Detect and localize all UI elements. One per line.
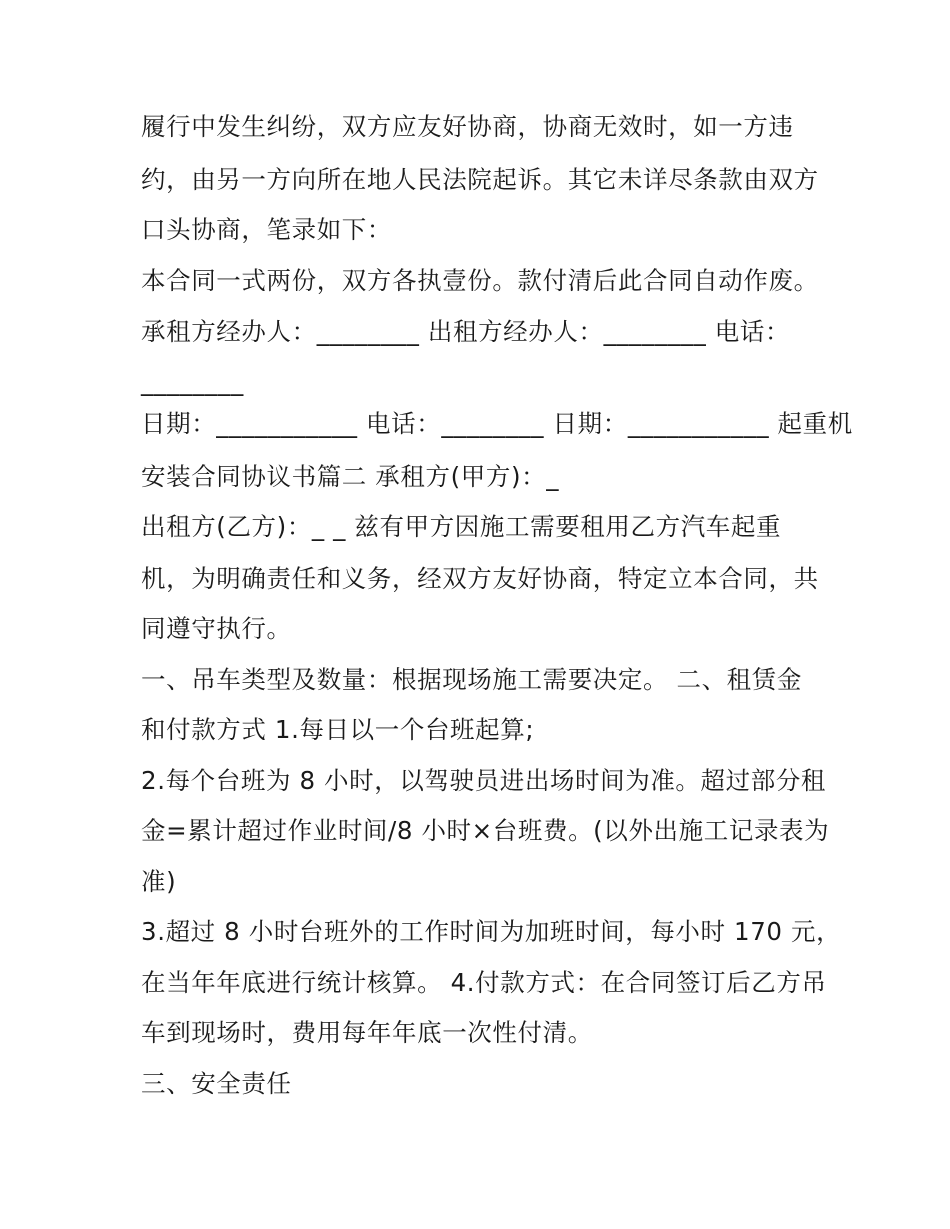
text-line: ________: [141, 367, 244, 396]
text-line: 日期：___________ 电话：________ 日期：___________ 起重机: [141, 409, 853, 438]
text-line: 安装合同协议书篇二 承租方(甲方)：_: [141, 462, 560, 491]
text-line: 本合同一式两份，双方各执壹份。款付清后此合同自动作废。: [141, 266, 819, 295]
text-line: 在当年年底进行统计核算。 4.付款方式：在合同签订后乙方吊: [141, 968, 827, 997]
text-line: 金=累计超过作业时间/8 小时×台班费。(以外出施工记录表为: [141, 816, 830, 845]
text-line: 口头协商，笔录如下：: [141, 215, 392, 244]
section-heading: 三、安全责任: [141, 1069, 292, 1098]
text-line: 2.每个台班为 8 小时，以驾驶员进出场时间为准。超过部分租: [141, 766, 827, 795]
text-line: 3.超过 8 小时台班外的工作时间为加班时间，每小时 170 元，: [141, 917, 842, 946]
text-line: 同遵守执行。: [141, 614, 292, 643]
text-line: 出租方(乙方)：_ _ 兹有甲方因施工需要租用乙方汽车起重: [141, 512, 782, 541]
text-line: 机，为明确责任和义务，经双方友好协商，特定立本合同，共: [141, 564, 819, 593]
text-line: 准): [141, 867, 177, 896]
text-line: 车到现场时，费用每年年底一次性付清。: [141, 1018, 593, 1047]
text-line: 承租方经办人：________ 出租方经办人：________ 电话：: [141, 317, 791, 346]
text-line: 一、吊车类型及数量：根据现场施工需要决定。 二、租赁金: [141, 665, 802, 694]
text-line: 约，由另一方向所在地人民法院起诉。其它未详尽条款由双方: [141, 165, 819, 194]
text-line: 和付款方式 1.每日以一个台班起算;: [141, 715, 535, 744]
text-line: 履行中发生纠纷，双方应友好协商，协商无效时，如一方违: [141, 112, 794, 141]
